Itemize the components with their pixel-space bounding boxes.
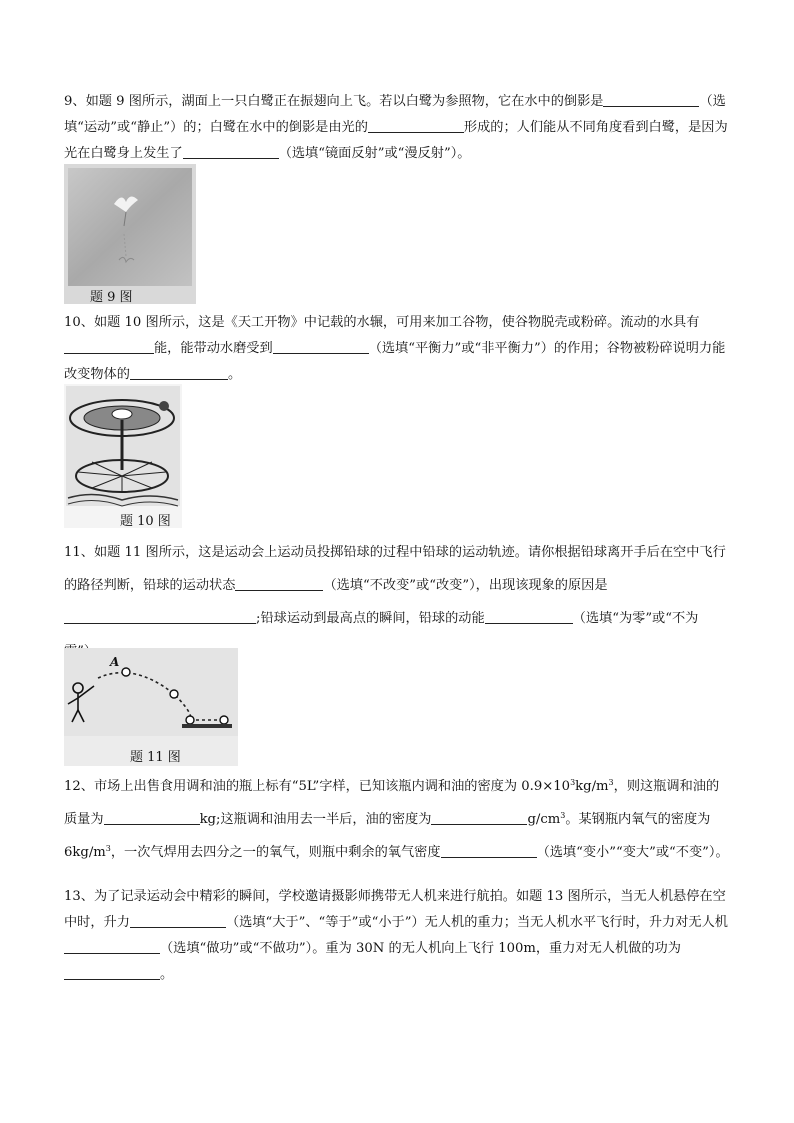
q9-text-4: （选填“镜面反射”或“漫反射”）。 bbox=[278, 146, 471, 161]
q12-text-1: 12、市场上出售食用调和油的瓶上标有“5L”字样，已知该瓶内调和油的密度为 0.9×10 bbox=[64, 779, 571, 794]
shot-ball-1 bbox=[122, 668, 130, 676]
figure-10-caption: 题 10 图 bbox=[120, 514, 171, 529]
q11-blank-2[interactable] bbox=[64, 609, 256, 624]
q13-blank-3[interactable] bbox=[64, 965, 160, 980]
q12-blank-3[interactable] bbox=[441, 843, 537, 858]
figure-9-caption: 题 9 图 bbox=[90, 290, 133, 305]
question-9 bbox=[64, 89, 730, 167]
q10-text-4: 。 bbox=[227, 367, 242, 382]
q12-text-7: （选填“变小”“变大”或“不变”）。 bbox=[536, 845, 729, 860]
q12-text-1b: kg/m bbox=[575, 779, 609, 794]
shot-ball-3 bbox=[186, 716, 194, 724]
q9-text-1: 9、如题 9 图所示，湖面上一只白鹭正在振翅向上飞。若以白鹭为参照物，它在水中的倒影是 bbox=[64, 94, 604, 109]
q11-blank-1[interactable] bbox=[235, 576, 323, 591]
question-10 bbox=[64, 310, 730, 388]
q10-text-3: （选填“平衡力”或“非平衡力”）的作用；谷物被粉碎说明力能改变物体的 bbox=[64, 341, 726, 382]
q11-text-2: （选填“不改变”或“改变”），出现该现象的原因是 bbox=[323, 578, 608, 593]
q9-blank-3[interactable] bbox=[183, 144, 279, 159]
question-13 bbox=[64, 884, 730, 988]
q12-sup-2: 3 bbox=[608, 778, 614, 787]
q9-blank-1[interactable] bbox=[603, 92, 699, 107]
q9-text-3: 形成的；人们能从不同角度看到白鹭，是因为光在白鹭身上发生了 bbox=[64, 120, 728, 161]
q9-blank-2[interactable] bbox=[368, 118, 464, 133]
q13-blank-2[interactable] bbox=[64, 939, 160, 954]
figure-10 bbox=[64, 384, 182, 528]
q13-text-3: （选填“做功”或“不做功”）。重为 30N 的无人机向上飞行 100m，重力对无人机做的功为 bbox=[160, 941, 681, 956]
q12-text-6: ，一次气焊用去四分之一的氧气，则瓶中剩余的氧气密度 bbox=[110, 845, 441, 860]
q10-blank-1[interactable] bbox=[64, 339, 154, 354]
question-12 bbox=[64, 770, 730, 869]
shot-ball-2 bbox=[170, 690, 178, 698]
point-a-label: A bbox=[110, 655, 120, 669]
egret-photo bbox=[64, 164, 196, 304]
water-mill-drawing bbox=[64, 384, 182, 528]
q11-text-4: （选填“为零”或“不为 bbox=[572, 611, 699, 626]
q10-text-2: 能，能带动水磨受到 bbox=[154, 341, 273, 356]
figure-11-caption: 题 11 图 bbox=[130, 750, 181, 765]
q11-text-1: 11、如题 11 图所示，这是运动会上运动员投掷铅球的过程中铅球的运动轨迹。请你根据铅球离开手后在空中飞行的路径判断，铅球的运动状态 bbox=[64, 545, 726, 593]
q12-text-5: 。某钢瓶内氧气的密度为 6kg/m bbox=[64, 812, 711, 860]
q13-text-1: 13、为了记录运动会中精彩的瞬间，学校邀请摄影师携带无人机来进行航拍。如题 13 图所示，当无人机悬停在空中时，升力 bbox=[64, 889, 726, 930]
figure-9 bbox=[64, 164, 196, 304]
q12-text-3: kg;这瓶调和油用去一半后，油的密度为 bbox=[199, 812, 432, 827]
q12-sup-3: 3 bbox=[560, 811, 566, 820]
q10-blank-3[interactable] bbox=[130, 365, 228, 380]
q12-sup-4: 3 bbox=[105, 844, 111, 853]
figure-11 bbox=[64, 648, 238, 766]
q13-text-4: 。 bbox=[160, 967, 174, 982]
q12-blank-2[interactable] bbox=[431, 810, 527, 825]
q11-text-3: ;铅球运动到最高点的瞬间，铅球的动能 bbox=[256, 611, 485, 626]
q12-text-2: ，则这瓶调和油的质量为 bbox=[64, 779, 720, 827]
q11-blank-3[interactable] bbox=[485, 609, 573, 624]
shot-ball-4 bbox=[220, 716, 228, 724]
q12-text-4: g/cm bbox=[527, 812, 561, 827]
q12-sup-1: 3 bbox=[570, 778, 576, 787]
q9-text-2: （选填“运动”或“静止”）的；白鹭在水中的倒影是由光的 bbox=[64, 94, 726, 135]
q10-blank-2[interactable] bbox=[273, 339, 369, 354]
q12-blank-1[interactable] bbox=[104, 810, 200, 825]
q13-blank-1[interactable] bbox=[130, 913, 226, 928]
ground-line bbox=[182, 724, 232, 728]
q13-text-2: （选填“大于”、“等于”或“小于”）无人机的重力；当无人机水平飞行时，升力对无人机 bbox=[225, 915, 728, 930]
q10-text-1: 10、如题 10 图所示，这是《天工开物》中记载的水辗，可用来加工谷物，使谷物脱壳或粉碎。流动的水具有 bbox=[64, 315, 700, 330]
